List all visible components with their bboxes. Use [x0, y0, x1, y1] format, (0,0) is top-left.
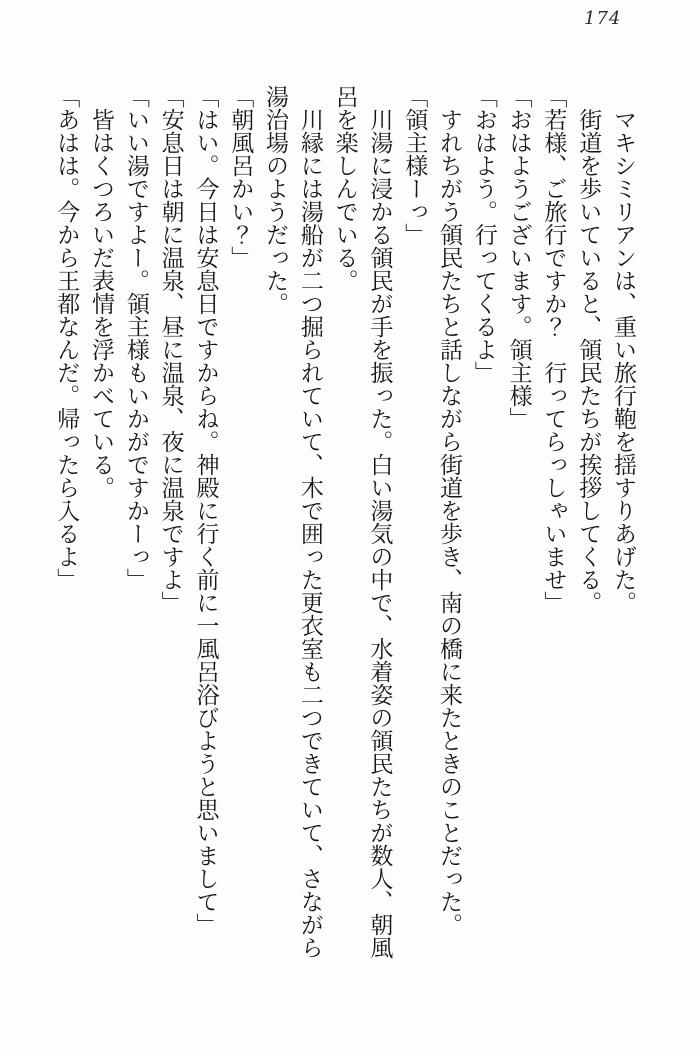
paragraph: 皆はくつろいだ表情を浮かべている。: [88, 108, 115, 499]
paragraph: 「若様、ご旅行ですか？ 行ってらっしゃいませ」: [540, 85, 567, 614]
paragraph: 「おはよう。行ってくるよ」: [470, 85, 497, 384]
paragraph: 川湯に浸かる領民が手を振った。白い湯気の中で、水着姿の領民たちが数人、朝風呂を楽しんでいる。: [331, 85, 393, 959]
paragraph: 「安息日は朝に温泉、昼に温泉、夜に温泉ですよ」: [157, 85, 184, 614]
paragraph: 「朝風呂かい？」: [227, 85, 254, 269]
paragraph: 川縁には湯船が二つ掘られていて、木で囲った更衣室も二つできていて、さながら湯治場のようだった。: [262, 85, 323, 959]
paragraph: 「あはは。今から王都なんだ。帰ったら入るよ」: [53, 85, 80, 591]
page-number: 174: [584, 8, 622, 29]
text-body: [48, 85, 640, 963]
paragraph: 「はい。今日は安息日ですからね。神殿に行く前に一風呂浴びようと思いまして」: [192, 85, 219, 936]
paragraph: 「いい湯ですよー。領主様もいかがですかーっ」: [122, 85, 149, 591]
paragraph: 「領主様ーっ」: [401, 85, 428, 246]
paragraph: すれちがう領民たちと話しながら街道を歩き、南の橋に来たときのことだった。: [436, 108, 463, 936]
paragraph: 街道を歩いていると、領民たちが挨拶してくる。: [575, 108, 602, 614]
paragraph: マキシミリアンは、重い旅行鞄を揺すりあげた。: [610, 108, 636, 614]
paragraph: 「おはようございます。領主様」: [505, 85, 532, 430]
